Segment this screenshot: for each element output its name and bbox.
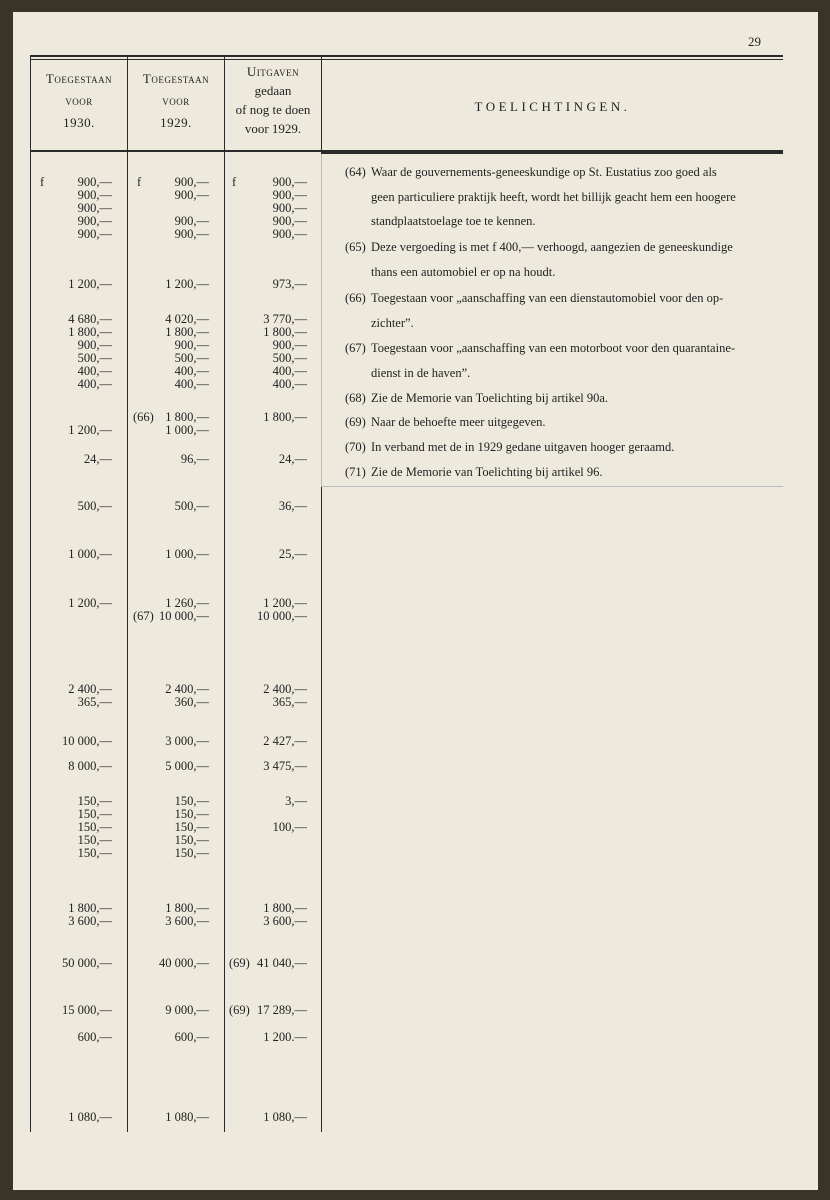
amount-cell: 36,— xyxy=(278,499,307,513)
header-col-1929-line3: 1929. xyxy=(160,115,192,130)
amount-cell: 1 080,— xyxy=(263,1110,307,1124)
amount-cell: 900,— xyxy=(77,201,112,215)
amount-cell: 1 080,— xyxy=(165,1110,209,1124)
amount-cell: 24,— xyxy=(278,452,307,466)
amount-cell: 900,— xyxy=(272,338,307,352)
amount-cell: 500,— xyxy=(174,351,209,365)
amount-cell: 900,— xyxy=(77,338,112,352)
currency-col-1929: f xyxy=(137,175,142,189)
amount-cell: 2 427,— xyxy=(263,734,307,748)
note-number: (68) xyxy=(345,391,366,405)
currency-col-1930: f xyxy=(40,175,45,189)
note-text: geen particuliere praktijk heeft, wordt het billijk geacht hem een hoogere xyxy=(371,189,736,204)
note-67 xyxy=(345,336,785,385)
amount-cell: 2 400,— xyxy=(165,682,209,696)
note-64 xyxy=(345,160,785,234)
amount-cell: 1 800,— xyxy=(263,325,307,339)
header-col-uitgaven-line4: voor 1929. xyxy=(244,121,302,136)
amount-cell: 500,— xyxy=(77,499,112,513)
amount-cell: 400,— xyxy=(272,364,307,378)
amount-cell: 1 000,— xyxy=(165,547,209,561)
amount-cell: 1 200,— xyxy=(68,596,112,610)
amount-cell: 900,— xyxy=(272,214,307,228)
note-text: thans een automobiel er op na houdt. xyxy=(371,264,556,279)
amount-cell: 96,— xyxy=(180,452,209,466)
amount-cell: 400,— xyxy=(174,377,209,391)
note-number: (67) xyxy=(345,341,366,355)
amount-cell: 400,— xyxy=(174,364,209,378)
amount-cell: 150,— xyxy=(77,807,112,821)
note-reference: (66) xyxy=(133,410,154,424)
amount-cell: 3 770,— xyxy=(263,312,307,326)
notes-box-bottom xyxy=(321,486,783,487)
amount-cell: 400,— xyxy=(77,364,112,378)
amount-cell: 25,— xyxy=(278,547,307,561)
amount-cell: 1 200,— xyxy=(68,277,112,291)
note-68 xyxy=(345,386,785,411)
amount-cell: 900,— xyxy=(272,227,307,241)
amount-cell: 900,— xyxy=(77,175,112,189)
note-number: (70) xyxy=(345,440,366,454)
amount-cell: 150,— xyxy=(174,833,209,847)
amount-cell: 1 200.— xyxy=(263,1030,307,1044)
currency-col-uitgaven: f xyxy=(232,175,237,189)
note-69 xyxy=(345,410,785,435)
amount-cell: 900,— xyxy=(272,175,307,189)
amount-cell: 900,— xyxy=(272,188,307,202)
amount-cell: 3 600,— xyxy=(68,914,112,928)
amount-cell: 1 200,— xyxy=(68,423,112,437)
amount-cell: 2 400,— xyxy=(68,682,112,696)
note-66 xyxy=(345,286,785,335)
column-divider-2 xyxy=(127,57,128,1132)
amount-cell: 4 680,— xyxy=(68,312,112,326)
header-col-uitgaven-line1: Uitgaven xyxy=(246,64,300,79)
amount-cell: 400,— xyxy=(272,377,307,391)
column-divider-3 xyxy=(224,57,225,1132)
amount-cell: 1 800,— xyxy=(165,325,209,339)
note-70 xyxy=(345,435,785,460)
amount-cell: 150,— xyxy=(174,794,209,808)
header-col-1930-line3: 1930. xyxy=(63,115,95,130)
amount-cell: 150,— xyxy=(77,846,112,860)
amount-cell: 1 260,— xyxy=(165,596,209,610)
amount-cell: 10 000,— xyxy=(62,734,112,748)
header-col-uitgaven-line3: of nog te doen xyxy=(235,102,311,117)
amount-cell: 900,— xyxy=(174,214,209,228)
amount-cell: 9 000,— xyxy=(165,1003,209,1017)
note-reference: (69) xyxy=(229,956,250,970)
amount-cell: 3 600,— xyxy=(165,914,209,928)
amount-cell: 900,— xyxy=(272,201,307,215)
note-text: Waar de gouvernements-geneeskundige op St. Eustatius zoo goed als xyxy=(371,165,717,179)
header-col-1929-line2: voor xyxy=(162,93,190,108)
amount-cell: 1 800,— xyxy=(68,901,112,915)
amount-cell: 400,— xyxy=(77,377,112,391)
amount-cell: 10 000,— xyxy=(159,609,209,623)
amount-cell: 360,— xyxy=(174,695,209,709)
amount-cell: 3 475,— xyxy=(263,759,307,773)
amount-cell: 3,— xyxy=(285,794,307,808)
note-text: In verband met de in 1929 gedane uitgaven hooger geraamd. xyxy=(371,440,675,454)
note-text: Naar de behoefte meer uitgegeven. xyxy=(371,415,546,429)
note-65 xyxy=(345,235,785,284)
header-col-1930 xyxy=(31,68,127,134)
amount-cell: 1 080,— xyxy=(68,1110,112,1124)
amount-cell: 150,— xyxy=(174,846,209,860)
amount-cell: 150,— xyxy=(174,820,209,834)
amount-cell: 973,— xyxy=(272,277,307,291)
header-col-1929-line1: Toegestaan xyxy=(142,71,210,86)
note-text: Zie de Memorie van Toelichting bij artikel 96. xyxy=(371,465,603,479)
note-text: Toegestaan voor „aanschaffing van een dienstautomobiel voor den op- xyxy=(371,291,724,305)
amount-cell: 1 200,— xyxy=(165,277,209,291)
amount-cell: 4 020,— xyxy=(165,312,209,326)
amount-cell: 1 800,— xyxy=(165,410,209,424)
note-text: standplaatstoelage toe te kennen. xyxy=(371,214,536,228)
note-number: (64) xyxy=(345,165,366,179)
amount-cell: 1 000,— xyxy=(68,547,112,561)
amount-cell: 24,— xyxy=(83,452,112,466)
amount-cell: 1 800,— xyxy=(68,325,112,339)
note-number: (69) xyxy=(345,415,366,429)
amount-cell: 3 000,— xyxy=(165,734,209,748)
amount-cell: 17 289,— xyxy=(257,1003,307,1017)
header-col-1929 xyxy=(128,68,224,134)
amount-cell: 40 000,— xyxy=(159,956,209,970)
amount-cell: 900,— xyxy=(77,188,112,202)
amount-cell: 900,— xyxy=(174,188,209,202)
amount-cell: 600,— xyxy=(174,1030,209,1044)
amount-cell: 500,— xyxy=(77,351,112,365)
note-number: (66) xyxy=(345,291,366,305)
amount-cell: 600,— xyxy=(77,1030,112,1044)
amount-cell: 900,— xyxy=(174,175,209,189)
amount-cell: 1 000,— xyxy=(165,423,209,437)
notes-box-left xyxy=(321,154,322,486)
header-col-1930-line1: Toegestaan xyxy=(45,71,113,86)
page-number: 29 xyxy=(748,34,761,49)
amount-cell: 365,— xyxy=(77,695,112,709)
amount-cell: 41 040,— xyxy=(257,956,307,970)
header-col-1930-line2: voor xyxy=(65,93,93,108)
amount-cell: 500,— xyxy=(174,499,209,513)
note-71 xyxy=(345,460,785,485)
amount-cell: 900,— xyxy=(77,214,112,228)
amount-cell: 2 400,— xyxy=(263,682,307,696)
amount-cell: 500,— xyxy=(272,351,307,365)
note-number: (71) xyxy=(345,465,366,479)
column-divider-1 xyxy=(30,57,31,1132)
header-col-uitgaven-line2: gedaan xyxy=(254,83,292,98)
amount-cell: 1 800,— xyxy=(263,410,307,424)
amount-cell: 1 200,— xyxy=(263,596,307,610)
header-col-uitgaven xyxy=(225,62,321,138)
amount-cell: 900,— xyxy=(77,227,112,241)
header-notes: TOELICHTINGEN. xyxy=(474,99,631,114)
note-text: Zie de Memorie van Toelichting bij artikel 90a. xyxy=(371,391,609,405)
amount-cell: 150,— xyxy=(77,794,112,808)
amount-cell: 150,— xyxy=(77,833,112,847)
note-text: Toegestaan voor „aanschaffing van een motorboot voor den quarantaine- xyxy=(371,341,736,355)
amount-cell: 50 000,— xyxy=(62,956,112,970)
amount-cell: 1 800,— xyxy=(165,901,209,915)
top-rule-thin xyxy=(30,59,783,60)
amount-cell: 1 800,— xyxy=(263,901,307,915)
top-rule xyxy=(30,55,783,57)
header-rule-thick xyxy=(321,152,783,154)
amount-cell: 3 600,— xyxy=(263,914,307,928)
amount-cell: 150,— xyxy=(77,820,112,834)
note-text: Deze vergoeding is met f 400,— verhoogd, aangezien de geneeskundige xyxy=(371,240,733,254)
note-reference: (67) xyxy=(133,609,154,623)
amount-cell: 900,— xyxy=(174,338,209,352)
amount-cell: 5 000,— xyxy=(165,759,209,773)
amount-cell: 900,— xyxy=(174,227,209,241)
note-reference: (69) xyxy=(229,1003,250,1017)
note-text: zichter”. xyxy=(371,315,414,330)
amount-cell: 100,— xyxy=(272,820,307,834)
amount-cell: 10 000,— xyxy=(257,609,307,623)
note-number: (65) xyxy=(345,240,366,254)
document-page xyxy=(13,12,818,1190)
amount-cell: 15 000,— xyxy=(62,1003,112,1017)
amount-cell: 150,— xyxy=(174,807,209,821)
amount-cell: 8 000,— xyxy=(68,759,112,773)
amount-cell: 365,— xyxy=(272,695,307,709)
note-text: dienst in de haven”. xyxy=(371,365,471,380)
